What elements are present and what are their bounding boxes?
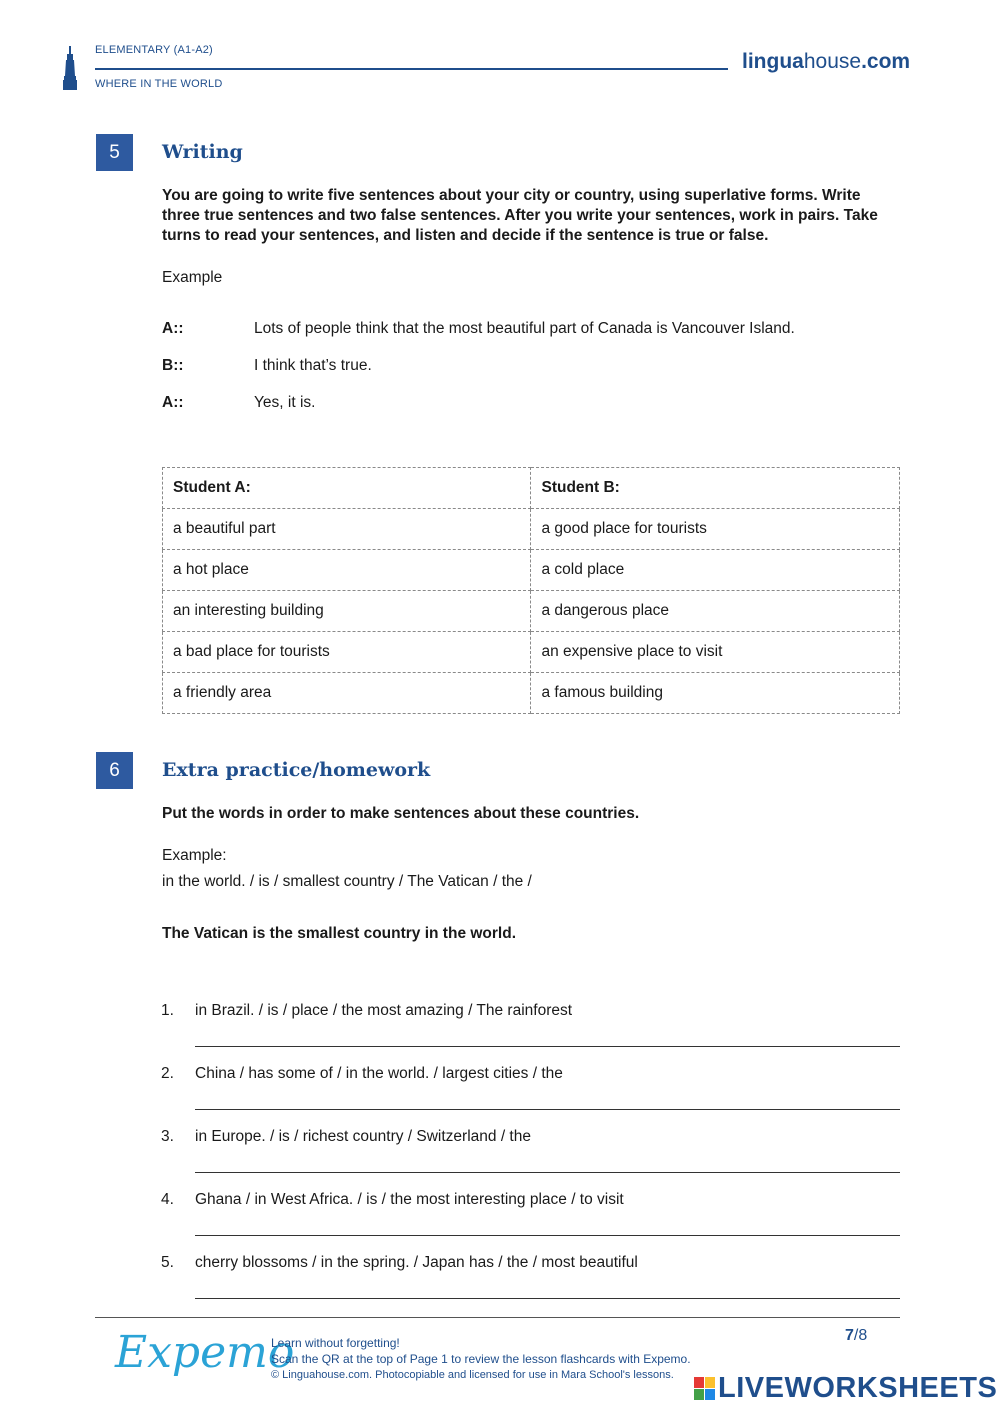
table-cell: an expensive place to visit — [531, 632, 900, 673]
table-cell: a dangerous place — [531, 591, 900, 632]
table-cell: a bad place for tourists — [163, 632, 531, 673]
item-number: 2. — [161, 1065, 174, 1082]
example-label: Example: — [162, 847, 227, 864]
expemo-logo: Expemo — [115, 1327, 295, 1378]
table-cell: a beautiful part — [163, 509, 531, 550]
table-row — [163, 632, 900, 673]
table-row — [163, 550, 900, 591]
topic-label: WHERE IN THE WORLD — [95, 78, 223, 90]
footer-instructions: Scan the QR at the top of Page 1 to review the lesson flashcards with Expemo. — [271, 1352, 691, 1366]
item-prompt: cherry blossoms / in the spring. / Japan has / the / most beautiful — [195, 1254, 638, 1271]
dialogue-line: I think that’s true. — [254, 357, 372, 374]
item-prompt: China / has some of / in the world. / largest cities / the — [195, 1065, 563, 1082]
section-5-title: Writing — [162, 141, 243, 163]
table-header: Student B: — [531, 468, 900, 509]
example-answer: The Vatican is the smallest country in the world. — [162, 925, 517, 942]
dialogue-line: Yes, it is. — [254, 394, 316, 411]
item-prompt: in Brazil. / is / place / the most amazing / The rainforest — [195, 1002, 573, 1019]
table-cell: a friendly area — [163, 673, 531, 714]
item-number: 3. — [161, 1128, 174, 1145]
item-prompt: Ghana / in West Africa. / is / the most interesting place / to visit — [195, 1191, 624, 1208]
table-row — [163, 509, 900, 550]
table-row — [163, 591, 900, 632]
table-row — [163, 673, 900, 714]
table-cell: a famous building — [531, 673, 900, 714]
answer-line[interactable] — [195, 1172, 900, 1173]
dialogue-speaker: B:: — [162, 357, 184, 374]
item-number: 4. — [161, 1191, 174, 1208]
statue-of-liberty-icon — [62, 46, 78, 90]
section-6-title: Extra practice/homework — [162, 759, 431, 781]
footer-tagline: Learn without forgetting! — [271, 1336, 400, 1350]
answer-line[interactable] — [195, 1235, 900, 1236]
example-label: Example — [162, 269, 223, 286]
dialogue-speaker: A:: — [162, 394, 184, 411]
item-prompt: in Europe. / is / richest country / Switzerland / the — [195, 1128, 531, 1145]
item-number: 1. — [161, 1002, 174, 1019]
table-cell: a hot place — [163, 550, 531, 591]
footer-divider — [95, 1317, 900, 1318]
table-cell: a good place for tourists — [531, 509, 900, 550]
section-6-number: 6 — [96, 752, 133, 789]
section-5-instructions: You are going to write five sentences about your city or country, using superlative forms. Write three true sentences and two false sentences. After you write your sentences, work in pairs. Take turns to read your sentences, and listen and decide if the sentence is true or false. — [162, 187, 878, 244]
section-6-instructions: Put the words in order to make sentences about these countries. — [162, 805, 640, 822]
answer-line[interactable] — [195, 1298, 900, 1299]
brand-logo[interactable]: linguahouse.com — [742, 50, 911, 73]
level-label: ELEMENTARY (A1-A2) — [95, 44, 213, 56]
phrases-table — [162, 467, 900, 714]
table-cell: an interesting building — [163, 591, 531, 632]
answer-line[interactable] — [195, 1109, 900, 1110]
section-5-number: 5 — [96, 134, 133, 171]
example-prompt: in the world. / is / smallest country / The Vatican / the / — [162, 873, 532, 890]
footer-copyright: © Linguahouse.com. Photocopiable and licensed for use in Mara School's lessons. — [271, 1369, 674, 1381]
item-number: 5. — [161, 1254, 174, 1271]
table-header: Student A: — [163, 468, 531, 509]
dialogue-speaker: A:: — [162, 320, 184, 337]
answer-line[interactable] — [195, 1046, 900, 1047]
table-header-row — [163, 468, 900, 509]
liveworksheets-icon — [694, 1377, 716, 1401]
dialogue-line: Lots of people think that the most beautiful part of Canada is Vancouver Island. — [254, 320, 795, 337]
header-divider — [95, 68, 728, 70]
page-number: 7/8 — [845, 1327, 868, 1344]
liveworksheets-watermark[interactable]: LIVEWORKSHEETS — [718, 1372, 998, 1404]
table-cell: a cold place — [531, 550, 900, 591]
